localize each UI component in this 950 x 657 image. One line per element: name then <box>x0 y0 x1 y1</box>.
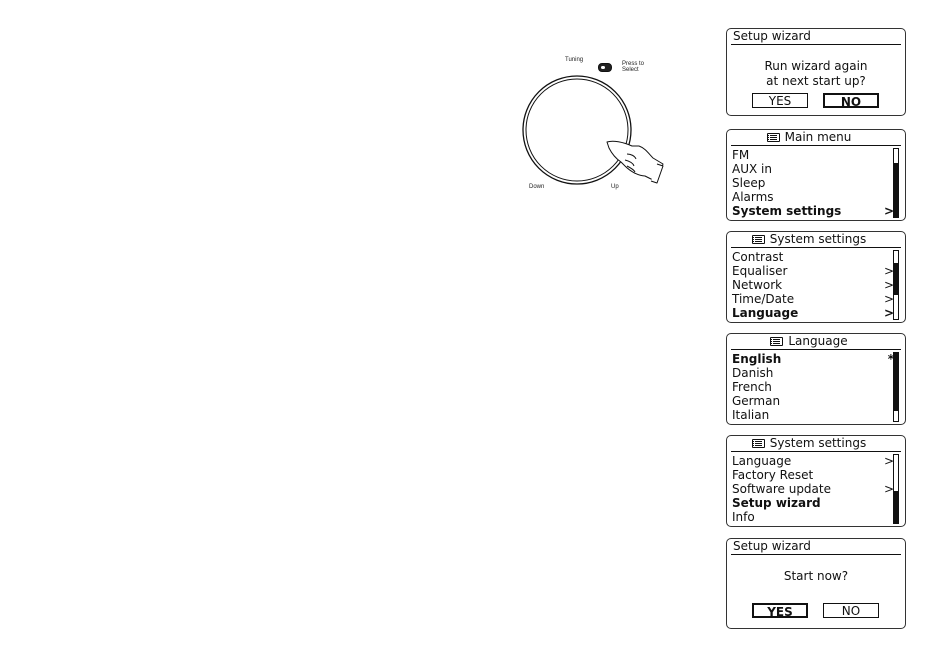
system-settings-screen-2 <box>726 435 906 527</box>
scrollbar-thumb[interactable] <box>894 163 898 218</box>
menu-item-equaliser[interactable] <box>732 264 894 278</box>
submenu-arrow: > <box>883 454 894 468</box>
press-label-line1: Press to <box>622 61 645 67</box>
yes-button[interactable]: YES <box>752 93 808 108</box>
menu-item-language[interactable] <box>732 306 894 320</box>
up-label: Up <box>611 184 619 190</box>
dialog-line: at next start up? <box>766 74 866 88</box>
menu-item-label: Time/Date <box>732 292 795 306</box>
system-settings-screen-1 <box>726 231 906 323</box>
scrollbar[interactable] <box>893 148 899 218</box>
menu-item-language[interactable] <box>732 454 894 468</box>
screen-title-text: Main menu <box>784 130 852 144</box>
menu-item-label: Factory Reset <box>732 468 814 482</box>
menu-item-label: Italian <box>732 408 770 422</box>
menu-item-german[interactable] <box>732 394 894 408</box>
menu-item-network[interactable] <box>732 278 894 292</box>
menu-item-label: English <box>732 352 782 366</box>
select-button-icon <box>598 63 612 72</box>
down-label: Down <box>529 184 545 190</box>
screen-title <box>731 334 901 350</box>
menu-item-contrast[interactable] <box>732 250 894 264</box>
menu-item-label: Language <box>732 454 792 468</box>
menu-item-sleep[interactable] <box>732 176 894 190</box>
submenu-arrow: > <box>883 278 894 292</box>
language-screen <box>726 333 906 425</box>
menu-list <box>732 454 905 524</box>
menu-item-time-date[interactable] <box>732 292 894 306</box>
menu-item-label: German <box>732 394 781 408</box>
menu-item-label: Language <box>732 306 799 320</box>
menu-item-french[interactable] <box>732 380 894 394</box>
menu-item-software-update[interactable] <box>732 482 894 496</box>
press-label-line2: Select <box>622 67 639 73</box>
selected-marker: * <box>887 352 894 366</box>
scrollbar-thumb[interactable] <box>894 263 898 295</box>
scrollbar-thumb[interactable] <box>894 491 898 524</box>
menu-item-fm[interactable] <box>732 148 894 162</box>
menu-item-label: FM <box>732 148 750 162</box>
screen-title-text: Language <box>788 334 848 348</box>
tuning-knob-icon <box>515 50 675 200</box>
submenu-arrow: > <box>883 204 894 218</box>
menu-item-label: Sleep <box>732 176 766 190</box>
screen-title <box>731 436 901 452</box>
menu-item-label: AUX in <box>732 162 772 176</box>
scrollbar-thumb[interactable] <box>894 353 898 411</box>
yes-button[interactable]: YES <box>752 603 808 618</box>
menu-item-info[interactable] <box>732 510 894 524</box>
menu-item-english[interactable] <box>732 352 894 366</box>
menu-item-label: Setup wizard <box>732 496 821 510</box>
menu-item-alarms[interactable] <box>732 190 894 204</box>
scrollbar[interactable] <box>893 352 899 422</box>
setup-wizard-start-screen <box>726 538 906 629</box>
menu-item-label: System settings <box>732 204 842 218</box>
screen-title: Setup wizard <box>731 29 901 45</box>
menu-item-label: French <box>732 380 772 394</box>
menu-icon <box>767 133 780 142</box>
menu-item-italian[interactable] <box>732 408 894 422</box>
tuning-knob-illustration <box>515 50 675 200</box>
menu-item-label: Equaliser <box>732 264 788 278</box>
screen-title-text: System settings <box>769 232 867 246</box>
tuning-label: Tuning <box>565 57 584 63</box>
menu-item-label: Alarms <box>732 190 774 204</box>
press-to-select-label <box>622 61 644 73</box>
menu-item-label: Contrast <box>732 250 784 264</box>
main-menu-screen <box>726 129 906 221</box>
menu-item-label: Danish <box>732 366 774 380</box>
menu-item-system-settings[interactable] <box>732 204 894 218</box>
menu-list <box>732 148 905 218</box>
dialog-line: Start now? <box>783 569 849 583</box>
menu-item-factory-reset[interactable] <box>732 468 894 482</box>
menu-item-aux-in[interactable] <box>732 162 894 176</box>
no-button[interactable]: NO <box>823 93 879 108</box>
screen-title <box>731 232 901 248</box>
menu-item-label: Network <box>732 278 783 292</box>
screen-title <box>731 130 901 146</box>
scrollbar[interactable] <box>893 250 899 320</box>
menu-item-danish[interactable] <box>732 366 894 380</box>
menu-icon <box>770 337 783 346</box>
screen-title-text: System settings <box>769 436 867 450</box>
no-button[interactable]: NO <box>823 603 879 618</box>
submenu-arrow: > <box>883 264 894 278</box>
submenu-arrow: > <box>883 292 894 306</box>
screen-title: Setup wizard <box>731 539 901 555</box>
menu-list <box>732 250 905 320</box>
menu-item-label: Info <box>732 510 755 524</box>
dialog-line: Run wizard again <box>764 59 868 73</box>
setup-wizard-again-screen <box>726 28 906 116</box>
menu-item-label: Software update <box>732 482 831 496</box>
menu-icon <box>752 235 765 244</box>
menu-item-setup-wizard[interactable] <box>732 496 894 510</box>
dialog-message <box>727 59 905 89</box>
menu-icon <box>752 439 765 448</box>
dialog-message <box>727 569 905 584</box>
menu-list <box>732 352 905 422</box>
scrollbar[interactable] <box>893 454 899 524</box>
submenu-arrow: > <box>883 482 894 496</box>
submenu-arrow: > <box>883 306 894 320</box>
